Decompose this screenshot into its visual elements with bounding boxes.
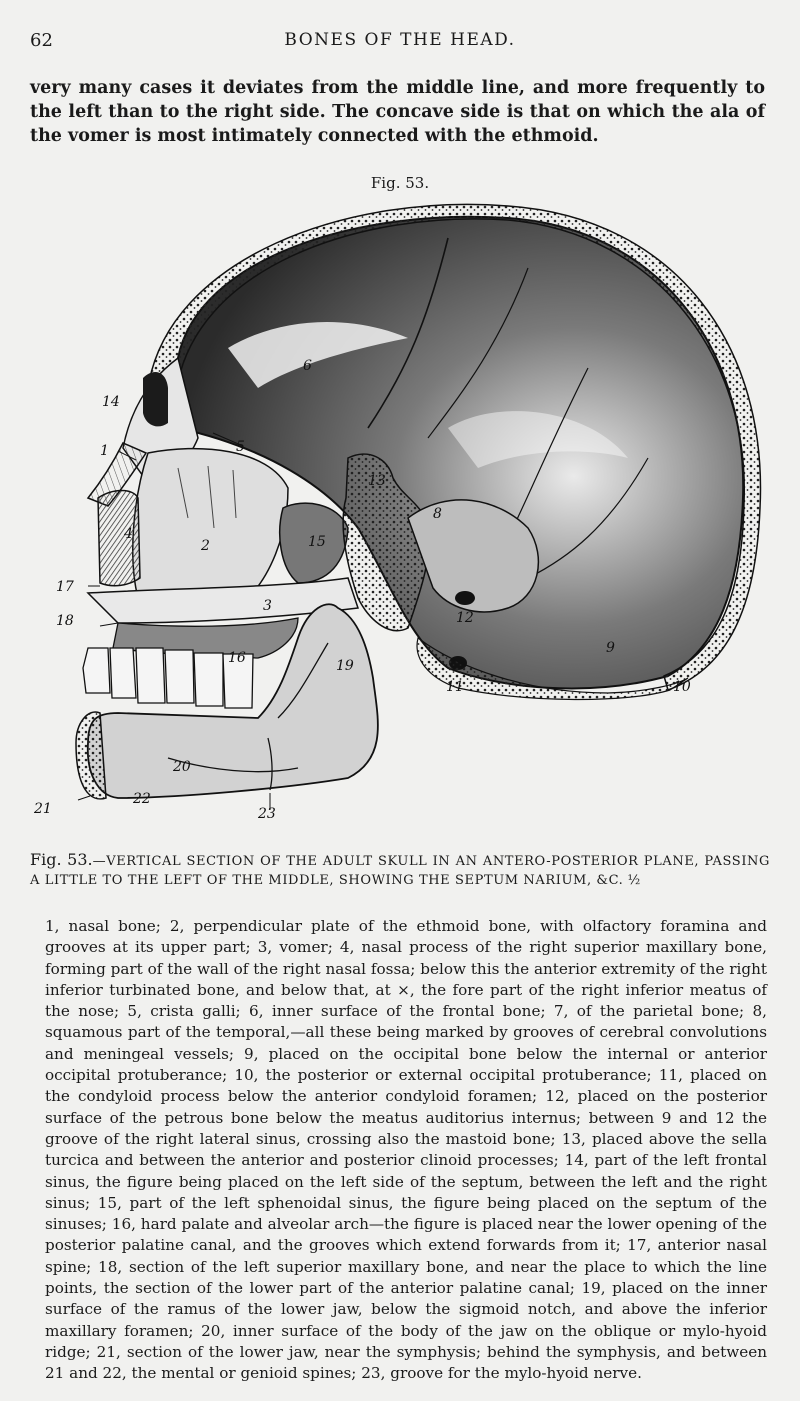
skull-section-illustration (28, 198, 768, 838)
figure-caption (30, 850, 770, 890)
caption-title: —VERTICAL SECTION OF THE ADULT SKULL IN AN ANTERO-POSTERIOR PLANE, PASSING A LITTLE TO THE LEFT OF THE MIDDLE, SHOWING THE SEPTUM NARIUM, &C. (30, 854, 771, 888)
callout-6: 6 (303, 358, 312, 374)
callout-22: 22 (133, 791, 151, 807)
frontal-sinus (143, 372, 168, 426)
callout-14: 14 (102, 394, 120, 410)
callout-5: 5 (236, 439, 245, 455)
callout-19: 19 (336, 658, 354, 674)
ethmoid-plate (133, 449, 288, 598)
maxillary-nasal-process (98, 491, 140, 586)
page-number: 62 (30, 30, 53, 51)
running-head: BONES OF THE HEAD. (284, 30, 516, 50)
mandible-symphysis (76, 712, 106, 799)
caption-scale: ½ (627, 873, 641, 888)
callout-18: 18 (56, 613, 74, 629)
callout-17: 17 (56, 579, 74, 595)
callout-8: 8 (433, 506, 442, 522)
callout-15: 15 (308, 534, 326, 550)
callout-21: 21 (34, 801, 52, 817)
callout-2: 2 (201, 538, 210, 554)
callout-23: 23 (258, 806, 276, 822)
callout-4: 4 (124, 526, 133, 542)
caption-fig-ref: Fig. 53. (30, 850, 93, 869)
callout-3: 3 (263, 598, 272, 614)
figure-label: Fig. 53. (370, 174, 430, 192)
page-header (30, 30, 770, 54)
meatus-auditorius (455, 591, 475, 605)
skull-engraving (28, 198, 768, 838)
callout-9: 9 (606, 640, 615, 656)
callout-16: 16 (228, 650, 246, 666)
callout-10: 10 (673, 679, 691, 695)
callout-11: 11 (446, 679, 464, 695)
callout-20: 20 (173, 759, 191, 775)
intro-paragraph: very many cases it deviates from the middle line, and more frequently to the left than to the right side. The concave side is that on which the ala of the vomer is most intimately connected with the ethmoid. (30, 78, 765, 146)
figure-legend: 1, nasal bone; 2, perpendicular plate of the ethmoid bone, with olfactory foramina and grooves at its upper part; 3, vomer; 4, nasal process of the right superior maxillary bone, forming part of the wall of the right nasal fossa; below this the anterior extremity of the right inferior turbinated bone, and below that, at ×, the fore part of the right inferior meatus of the nose; 5, crista galli; 6, inner surface of the frontal bone; 7, of the parietal bone; 8, squamous part of the temporal,—all these being marked by grooves of cerebral convolutions and meningeal vessels; 9, placed on the occipital bone below the internal or anterior occipital protuberance; 10, the posterior or external occipital protuberance; 11, placed on the condyloid process below the anterior condyloid foramen; 12, placed on the posterior surface of the petrous bone below the meatus auditorius internus; between 9 and 12 the groove of the right lateral sinus, crossing also the mastoid bone; 13, placed above the sella turcica and between the anterior and posterior clinoid processes; 14, part of the left frontal sinus, the figure being placed on the left side of the septum, between the left and the right sinus; 15, part of the left sphenoidal sinus, the figure being placed on the septum of the sinuses; 16, hard palate and alveolar arch—the figure is placed near the lower opening of the posterior palatine canal, and the grooves which extend forwards from it; 17, anterior nasal spine; 18, section of the left superior maxillary bone, and near the place to which the line points, the section of the lower part of the anterior palatine canal; 19, placed on the inner surface of the ramus of the lower jaw, below the sigmoid notch, and above the inferior maxillary foramen; 20, inner surface of the body of the jaw on the oblique or mylo-hyoid ridge; 21, section of the lower jaw, near the symphysis; behind the symphysis, and between 21 and 22, the mental or genioid spines; 23, groove for the mylo-hyoid nerve. (45, 917, 767, 1383)
callout-1: 1 (100, 443, 109, 459)
callout-13: 13 (368, 473, 386, 489)
callout-12: 12 (456, 610, 474, 626)
